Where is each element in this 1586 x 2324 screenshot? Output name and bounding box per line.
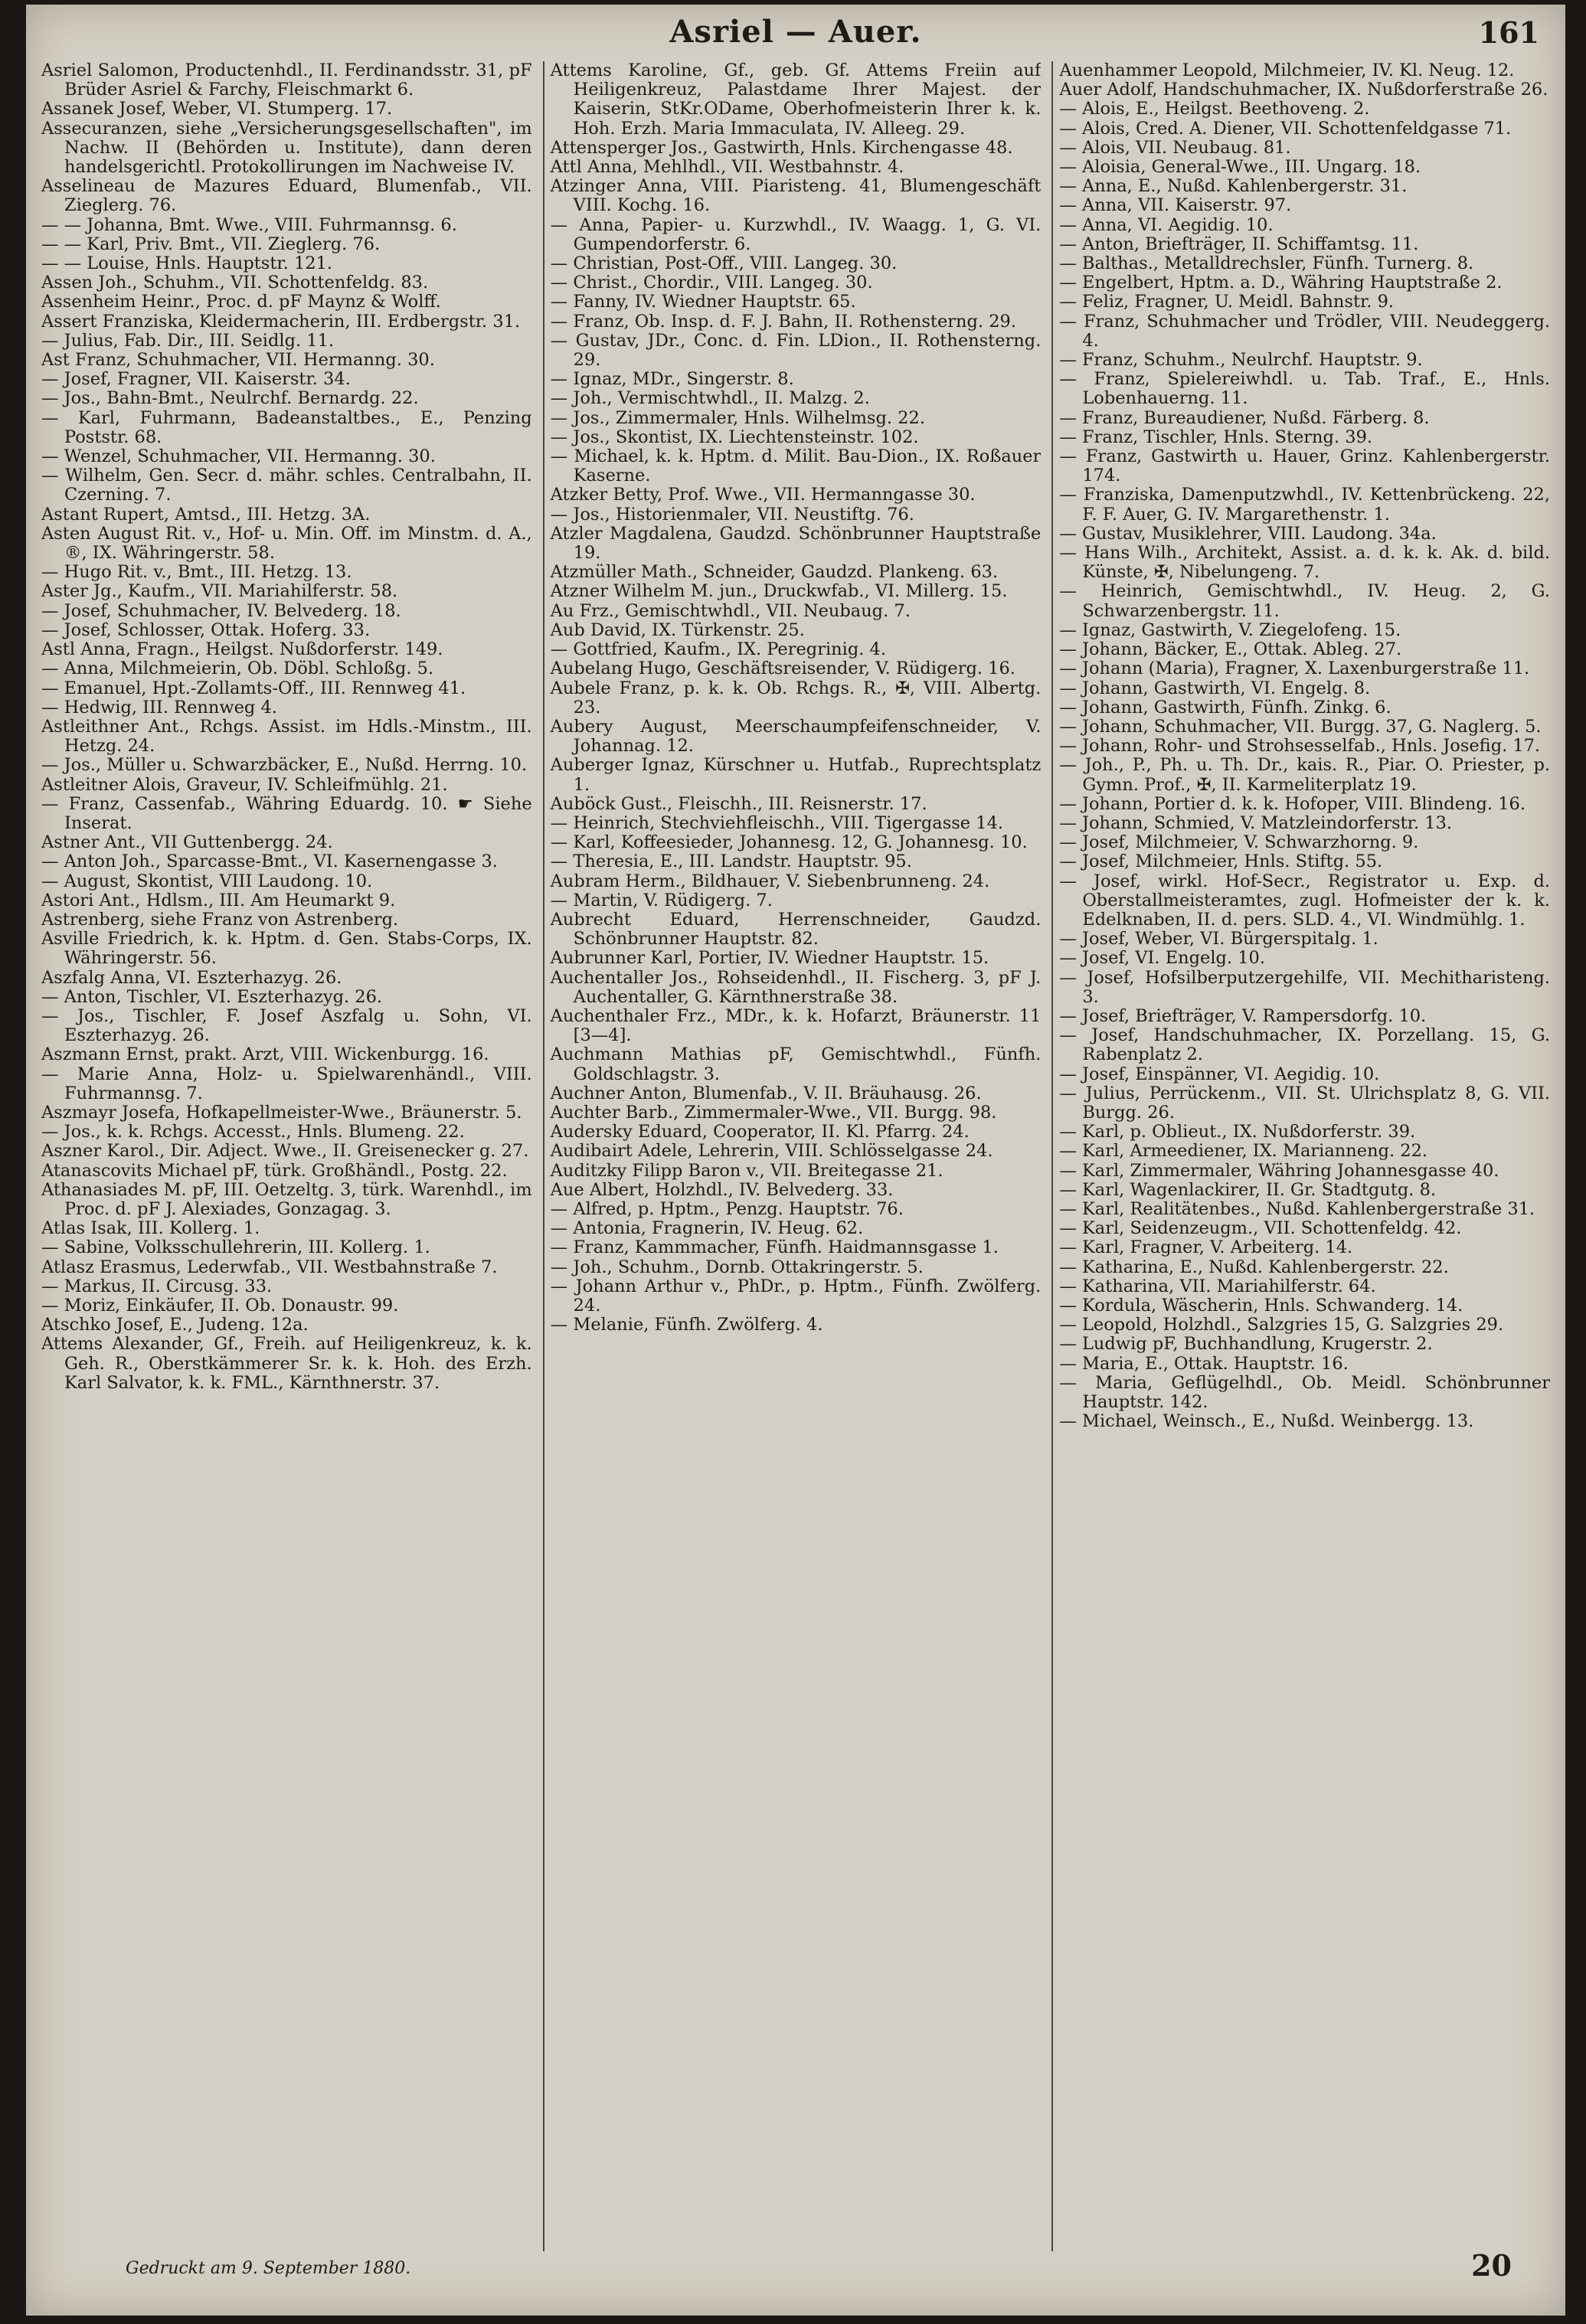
directory-entry: Auchner Anton, Blumenfab., V. II. Bräuhausg. 26.: [550, 1083, 982, 1103]
page-header: [26, 5, 1565, 51]
directory-entry: Aubram Herm., Bildhauer, V. Siebenbrunneng. 24.: [550, 871, 990, 891]
directory-entry: — Jos., Skontist, IX. Liechtensteinstr. 102.: [550, 427, 919, 447]
directory-entry: — Alois, Cred. A. Diener, VII. Schottenfeldgasse 71.: [1059, 118, 1512, 139]
directory-entry: — Franz, Cassenfab., Währing Eduardg. 10. ☛ Siehe Inserat.: [41, 793, 532, 833]
directory-entry: Auditzky Filipp Baron v., VII. Breitegasse 21.: [550, 1160, 943, 1181]
directory-entry: — Feliz, Fragner, U. Meidl. Bahnstr. 9.: [1059, 292, 1395, 312]
directory-entry: — Gustav, Musiklehrer, VIII. Laudong. 34a.: [1059, 523, 1437, 544]
directory-entry: Auchmann Mathias pF, Gemischtwhdl., Fünfh. Goldschlagstr. 3.: [550, 1044, 1042, 1084]
directory-entry: Astleitner Alois, Graveur, IV. Schleifmühlg. 21.: [41, 774, 448, 795]
directory-entry: — Karl, Koffeesieder, Johannesg. 12, G. Johannesg. 10.: [550, 832, 1028, 853]
directory-entry: Attems Karoline, Gf., geb. Gf. Attems Freiin auf Heiligenkreuz, Palastdame Ihrer Majest. der Kaiserin, StKr.ODame, Oberhofmeisterin Ihrer k. k. Hoh. Erzh. Maria Immaculata, IV. Alleeg. 29.: [550, 61, 1042, 139]
directory-entry: — Balthas., Metalldrechsler, Fünfh. Turnerg. 8.: [1059, 253, 1474, 274]
directory-entry: Aubelang Hugo, Geschäftsreisender, V. Rüdigerg. 16.: [550, 659, 1015, 679]
directory-entry: Aubrunner Karl, Portier, IV. Wiedner Hauptstr. 15.: [550, 948, 989, 969]
directory-entry: — Karl, Fuhrmann, Badeanstaltbes., E., Penzing Poststr. 68.: [41, 407, 532, 447]
directory-entry: — Josef, Einspänner, VI. Aegidig. 10.: [1059, 1064, 1380, 1084]
directory-entry: Aster Jg., Kaufm., VII. Mariahilferstr. 58.: [41, 581, 398, 602]
directory-entry: — Johann, Rohr- und Strohsesselfab., Hnls. Josefig. 17.: [1059, 736, 1541, 757]
directory-entry: Atzinger Anna, VIII. Piaristeng. 41, Blumengeschäft VIII. Kochg. 16.: [550, 176, 1042, 216]
print-date-note: Gedruckt am 9. September 1880.: [126, 2259, 411, 2278]
directory-entry: — Karl, p. Oblieut., IX. Nußdorferstr. 39.: [1059, 1122, 1416, 1142]
directory-entry: — Anna, Papier- u. Kurzwhdl., IV. Waagg. 1, G. VI. Gumpendorferstr. 6.: [550, 214, 1042, 254]
directory-entry: — Josef, Hofsilberputzergehilfe, VII. Mechitharisteng. 3.: [1059, 967, 1551, 1007]
directory-entry: Auchter Barb., Zimmermaler-Wwe., VII. Burgg. 98.: [550, 1102, 997, 1123]
running-head: Asriel — Auer.: [669, 14, 922, 50]
directory-entry: Aszfalg Anna, VI. Eszterhazyg. 26.: [41, 967, 342, 988]
directory-page: [26, 5, 1565, 2316]
directory-entry: — Michael, k. k. Hptm. d. Milit. Bau-Dion., IX. Roßauer Kaserne.: [550, 446, 1042, 486]
directory-entry: — Johann, Bäcker, E., Ottak. Ableg. 27.: [1059, 639, 1402, 660]
directory-entry: Astleithner Ant., Rchgs. Assist. im Hdls.-Minstm., III. Hetzg. 24.: [41, 716, 532, 757]
directory-entry: — Joh., Vermischtwhdl., II. Malzg. 2.: [550, 388, 870, 409]
directory-entry: Aubery August, Meerschaumpfeifenschneider, V. Johannag. 12.: [550, 716, 1042, 757]
directory-entry: Auenhammer Leopold, Milchmeier, IV. Kl. Neug. 12.: [1059, 61, 1515, 80]
directory-entry: Aubrecht Eduard, Herrenschneider, Gaudzd. Schönbrunner Hauptstr. 82.: [550, 909, 1042, 950]
directory-entry: — Karl, Zimmermaler, Währing Johannesgasse 40.: [1059, 1160, 1499, 1181]
directory-entry: — Karl, Armeediener, IX. Marianneng. 22.: [1059, 1141, 1428, 1162]
directory-entry: — Ignaz, MDr., Singerstr. 8.: [550, 369, 794, 390]
directory-entry: Aszmayr Josefa, Hofkapellmeister-Wwe., Bräunerstr. 5.: [41, 1102, 522, 1123]
directory-entry: — Anna, VI. Aegidig. 10.: [1059, 214, 1274, 235]
directory-entry: Assecuranzen, siehe „Versicherungsgesellschaften", im Nachw. II (Behörden u. Institute), dann deren handelsgerichtl. Protokollirungen im Nachweise IV.: [41, 118, 532, 178]
directory-entry: — Franz, Tischler, Hnls. Sterng. 39.: [1059, 427, 1373, 447]
directory-entry: Auberger Ignaz, Kürschner u. Hutfab., Ruprechtsplatz 1.: [550, 755, 1042, 795]
directory-entry: — Kordula, Wäscherin, Hnls. Schwanderg. 14.: [1059, 1296, 1463, 1316]
directory-entry: Attensperger Jos., Gastwirth, Hnls. Kirchengasse 48.: [550, 137, 1013, 158]
directory-entry: — Franz, Gastwirth u. Hauer, Grinz. Kahlenbergerstr. 174.: [1059, 446, 1551, 486]
directory-entry: — Anton, Briefträger, II. Schiffamtsg. 11.: [1059, 234, 1419, 254]
directory-entry: Atzner Wilhelm M. jun., Druckwfab., VI. Millerg. 15.: [550, 581, 1008, 602]
directory-entry: — Alois, E., Heilgst. Beethoveng. 2.: [1059, 99, 1370, 119]
directory-entry: Auchenthaler Frz., MDr., k. k. Hofarzt, Bräunerstr. 11 [3—4].: [550, 1005, 1042, 1046]
directory-entry: — Johann (Maria), Fragner, X. Laxenburgerstraße 11.: [1059, 659, 1530, 679]
directory-entry: Aszner Karol., Dir. Adject. Wwe., II. Greisenecker g. 27.: [41, 1141, 529, 1162]
directory-entry: — — Johanna, Bmt. Wwe., VIII. Fuhrmannsg. 6.: [41, 214, 457, 235]
directory-entry: — Josef, Schlosser, Ottak. Hoferg. 33.: [41, 619, 371, 640]
directory-entry: — Christian, Post-Off., VIII. Langeg. 30.: [550, 253, 898, 274]
directory-entry: Auer Adolf, Handschuhmacher, IX. Nußdorferstraße 26.: [1059, 80, 1548, 100]
directory-entry: — Josef, Milchmeier, V. Schwarzhorng. 9.: [1059, 832, 1419, 853]
directory-entry: Astant Rupert, Amtsd., III. Hetzg. 3A.: [41, 504, 371, 525]
directory-entry: Asriel Salomon, Productenhdl., II. Ferdinandsstr. 31, pF Brüder Asriel & Farchy, Fleischmarkt 6.: [41, 61, 532, 100]
directory-entry: — Jos., Tischler, F. Josef Aszfalg u. Sohn, VI. Eszterhazyg. 26.: [41, 1005, 532, 1046]
directory-entry: Astner Ant., VII Guttenbergg. 24.: [41, 832, 333, 853]
directory-entry: — Karl, Wagenlackirer, II. Gr. Stadtgutg. 8.: [1059, 1179, 1437, 1200]
directory-entry: Attl Anna, Mehlhdl., VII. Westbahnstr. 4.: [550, 157, 904, 178]
directory-entry: Assert Franziska, Kleidermacherin, III. Erdbergstr. 31.: [41, 311, 521, 332]
directory-entry: Audersky Eduard, Cooperator, II. Kl. Pfarrg. 24.: [550, 1122, 970, 1142]
directory-entry: — Maria, Geflügelhdl., Ob. Meidl. Schönbrunner Hauptstr. 142.: [1059, 1372, 1551, 1413]
directory-entry: — Karl, Seidenzeugm., VII. Schottenfeldg. 42.: [1059, 1218, 1462, 1239]
directory-entry: — Josef, wirkl. Hof-Secr., Registrator u. Exp. d. Oberstallmeisteramtes, zugl. Hofmeister der k. k. Edelknaben, II. d. pers. SLD. 4., VI. Windmühlg. 1.: [1059, 871, 1551, 930]
directory-entry: Assanek Josef, Weber, VI. Stumperg. 17.: [41, 99, 393, 119]
directory-entry: Assen Joh., Schuhm., VII. Schottenfeldg. 83.: [41, 273, 429, 293]
directory-entry: — Jos., Zimmermaler, Hnls. Wilhelmsg. 22.: [550, 407, 925, 428]
directory-entry: — Joh., P., Ph. u. Th. Dr., kais. R., Piar. O. Priester, p. Gymn. Prof., ✠, II. Karmeliterplatz 19.: [1059, 755, 1551, 795]
directory-entry: — Hugo Rit. v., Bmt., III. Hetzg. 13.: [41, 562, 352, 583]
directory-entry: — Johann Arthur v., PhDr., p. Hptm., Fünfh. Zwölferg. 24.: [550, 1276, 1042, 1316]
directory-entry: — Franz, Spielereiwhdl. u. Tab. Traf., E., Hnls. Lobenhauerng. 11.: [1059, 369, 1551, 409]
directory-entry: — Anton Joh., Sparcasse-Bmt., VI. Kasernengasse 3.: [41, 851, 498, 872]
directory-entry: — Jos., Bahn-Bmt., Neulrchf. Bernardg. 22.: [41, 388, 419, 409]
directory-entry: — Ludwig pF, Buchhandlung, Krugerstr. 2.: [1059, 1334, 1433, 1355]
directory-entry: — Jos., Müller u. Schwarzbäcker, E., Nußd. Herrng. 10.: [41, 755, 528, 776]
directory-entry: — Johann, Schmied, V. Matzleindorferstr. 13.: [1059, 812, 1453, 833]
column-right: [1051, 61, 1550, 2251]
directory-entry: — — Karl, Priv. Bmt., VII. Zieglerg. 76.: [41, 234, 381, 254]
directory-entry: Atlas Isak, III. Kollerg. 1.: [41, 1218, 260, 1239]
directory-entry: — Michael, Weinsch., E., Nußd. Weinbergg. 13.: [1059, 1411, 1474, 1432]
directory-entry: Auböck Gust., Fleischh., III. Reisnerstr. 17.: [550, 793, 927, 814]
directory-entry: — Emanuel, Hpt.-Zollamts-Off., III. Rennweg 41.: [41, 678, 466, 698]
directory-entry: — Maria, E., Ottak. Hauptstr. 16.: [1059, 1353, 1349, 1374]
directory-entry: Aszmann Ernst, prakt. Arzt, VIII. Wickenburgg. 16.: [41, 1044, 489, 1065]
directory-entry: Atzker Betty, Prof. Wwe., VII. Hermanngasse 30.: [550, 485, 976, 505]
directory-entry: Athanasiades M. pF, III. Oetzeltg. 3, türk. Warenhdl., im Proc. d. pF J. Alexiades, Gonzagag. 3.: [41, 1179, 532, 1219]
directory-columns: [41, 61, 1550, 2251]
directory-entry: — Melanie, Fünfh. Zwölferg. 4.: [550, 1315, 823, 1335]
directory-entry: — Josef, Handschuhmacher, IX. Porzellang. 15, G. Rabenplatz 2.: [1059, 1025, 1551, 1065]
directory-entry: — Johann, Schuhmacher, VII. Burgg. 37, G. Naglerg. 5.: [1059, 716, 1542, 737]
directory-entry: Aubele Franz, p. k. k. Ob. Rchgs. R., ✠, VIII. Albertg. 23.: [550, 678, 1042, 717]
directory-entry: Aue Albert, Holzhdl., IV. Belvederg. 33.: [550, 1179, 894, 1200]
directory-entry: — Leopold, Holzhdl., Salzgries 15, G. Salzgries 29.: [1059, 1315, 1504, 1335]
directory-entry: Atschko Josef, E., Judeng. 12a.: [41, 1315, 309, 1335]
directory-entry: — Heinrich, Gemischtwhdl., IV. Heug. 2, G. Schwarzenbergstr. 11.: [1059, 581, 1551, 621]
directory-entry: — Aloisia, General-Wwe., III. Ungarg. 18.: [1059, 157, 1421, 178]
directory-entry: — Hans Wilh., Architekt, Assist. a. d. k. k. Ak. d. bild. Künste, ✠, Nibelungeng. 7.: [1059, 543, 1551, 583]
directory-entry: — Julius, Perrückenm., VII. St. Ulrichsplatz 8, G. VII. Burgg. 26.: [1059, 1083, 1551, 1123]
directory-entry: — Moriz, Einkäufer, II. Ob. Donaustr. 99.: [41, 1296, 399, 1316]
directory-entry: — Sabine, Volksschullehrerin, III. Kollerg. 1.: [41, 1237, 430, 1258]
directory-entry: — Fanny, IV. Wiedner Hauptstr. 65.: [550, 292, 856, 312]
sheet-number: 20: [1471, 2248, 1512, 2283]
directory-entry: — Julius, Fab. Dir., III. Seidlg. 11.: [41, 330, 335, 351]
directory-entry: — Wenzel, Schuhmacher, VII. Hermanng. 30.: [41, 446, 436, 467]
directory-entry: — Franz, Ob. Insp. d. F. J. Bahn, II. Rothensterng. 29.: [550, 311, 1017, 332]
directory-entry: — Josef, Fragner, VII. Kaiserstr. 34.: [41, 369, 351, 390]
directory-entry: — Antonia, Fragnerin, IV. Heug. 62.: [550, 1218, 864, 1239]
directory-entry: — Ignaz, Gastwirth, V. Ziegelofeng. 15.: [1059, 619, 1401, 640]
directory-entry: — Josef, Weber, VI. Bürgerspitalg. 1.: [1059, 929, 1378, 950]
directory-entry: Atzler Magdalena, Gaudzd. Schönbrunner Hauptstraße 19.: [550, 523, 1042, 564]
directory-entry: Atzmüller Math., Schneider, Gaudzd. Plankeng. 63.: [550, 562, 999, 583]
directory-entry: — Anton, Tischler, VI. Eszterhazyg. 26.: [41, 986, 383, 1007]
directory-entry: — Wilhelm, Gen. Secr. d. mähr. schles. Centralbahn, II. Czerning. 7.: [41, 466, 532, 505]
directory-entry: Audibairt Adele, Lehrerin, VIII. Schlösselgasse 24.: [550, 1141, 993, 1162]
directory-entry: — Josef, Milchmeier, Hnls. Stiftg. 55.: [1059, 851, 1383, 872]
directory-entry: — Anna, E., Nußd. Kahlenbergerstr. 31.: [1059, 176, 1408, 197]
directory-entry: Attems Alexander, Gf., Freih. auf Heiligenkreuz, k. k. Geh. R., Oberstkämmerer Sr. k. k. Hoh. des Erzh. Karl Salvator, k. k. FML., Kärnthnerstr. 37.: [41, 1334, 532, 1393]
directory-entry: — Josef, Schuhmacher, IV. Belvederg. 18.: [41, 600, 401, 621]
directory-entry: Atanascovits Michael pF, türk. Großhändl., Postg. 22.: [41, 1160, 508, 1181]
directory-entry: — Franziska, Damenputzwhdl., IV. Kettenbrückeng. 22, F. F. Auer, G. IV. Margarethenstr. 1.: [1059, 485, 1551, 525]
directory-entry: — Alois, VII. Neubaug. 81.: [1059, 137, 1291, 158]
directory-entry: — Franz, Bureaudiener, Nußd. Färberg. 8.: [1059, 407, 1430, 428]
directory-entry: Astrenberg, siehe Franz von Astrenberg.: [41, 909, 399, 930]
directory-entry: — August, Skontist, VIII Laudong. 10.: [41, 871, 373, 891]
page-number: 161: [1478, 15, 1539, 50]
directory-entry: Astori Ant., Hdlsm., III. Am Heumarkt 9.: [41, 890, 396, 910]
directory-entry: Astl Anna, Fragn., Heilgst. Nußdorferstr. 149.: [41, 639, 443, 660]
directory-entry: — Christ., Chordir., VIII. Langeg. 30.: [550, 273, 873, 293]
directory-entry: — Martin, V. Rüdigerg. 7.: [550, 890, 773, 910]
directory-entry: — Franz, Kammmacher, Fünfh. Haidmannsgasse 1.: [550, 1237, 999, 1258]
directory-entry: Asten August Rit. v., Hof- u. Min. Off. im Minstm. d. A., ®, IX. Währingerstr. 58.: [41, 523, 532, 564]
directory-entry: — Josef, Briefträger, V. Rampersdorfg. 10.: [1059, 1005, 1427, 1026]
directory-entry: — Engelbert, Hptm. a. D., Währing Hauptstraße 2.: [1059, 273, 1503, 293]
directory-entry: — Hedwig, III. Rennweg 4.: [41, 697, 277, 717]
directory-entry: Asville Friedrich, k. k. Hptm. d. Gen. Stabs-Corps, IX. Währingerstr. 56.: [41, 929, 532, 969]
directory-entry: — Johann, Gastwirth, VI. Engelg. 8.: [1059, 678, 1371, 698]
directory-entry: — Gustav, JDr., Conc. d. Fin. LDion., II. Rothensterng. 29.: [550, 330, 1042, 371]
directory-entry: Aub David, IX. Türkenstr. 25.: [550, 619, 805, 640]
directory-entry: — Gottfried, Kaufm., IX. Peregrinig. 4.: [550, 639, 887, 660]
column-left: [41, 61, 532, 2251]
directory-entry: — Jos., k. k. Rchgs. Accesst., Hnls. Blumeng. 22.: [41, 1122, 465, 1142]
directory-entry: — Theresia, E., III. Landstr. Hauptstr. 95.: [550, 851, 912, 872]
directory-entry: — Karl, Realitätenbes., Nußd. Kahlenbergerstraße 31.: [1059, 1198, 1535, 1219]
directory-entry: — Heinrich, Stechviehfleischh., VIII. Tigergasse 14.: [550, 812, 1004, 833]
page-footer: [26, 2248, 1565, 2294]
directory-entry: — Katharina, VII. Mariahilferstr. 64.: [1059, 1276, 1376, 1296]
directory-entry: — — Louise, Hnls. Hauptstr. 121.: [41, 253, 333, 274]
directory-entry: Assenheim Heinr., Proc. d. pF Maynz & Wolff.: [41, 292, 441, 312]
directory-entry: — Anna, Milchmeierin, Ob. Döbl. Schloßg. 5.: [41, 659, 434, 679]
directory-entry: — Jos., Historienmaler, VII. Neustiftg. 76.: [550, 504, 914, 525]
directory-entry: Auchentaller Jos., Rohseidenhdl., II. Fischerg. 3, pF J. Auchentaller, G. Kärnthnerstraße 38.: [550, 967, 1042, 1007]
directory-entry: Ast Franz, Schuhmacher, VII. Hermanng. 30.: [41, 350, 435, 371]
directory-entry: Au Frz., Gemischtwhdl., VII. Neubaug. 7.: [550, 600, 911, 621]
directory-entry: — Josef, VI. Engelg. 10.: [1059, 948, 1266, 969]
column-middle: [543, 61, 1042, 2251]
directory-entry: — Katharina, E., Nußd. Kahlenbergerstr. 22.: [1059, 1257, 1449, 1277]
directory-entry: — Franz, Schuhm., Neulrchf. Hauptstr. 9.: [1059, 350, 1423, 371]
directory-entry: — Alfred, p. Hptm., Penzg. Hauptstr. 76.: [550, 1198, 904, 1219]
directory-entry: — Marie Anna, Holz- u. Spielwarenhändl., VIII. Fuhrmannsg. 7.: [41, 1064, 532, 1103]
directory-entry: — Joh., Schuhm., Dornb. Ottakringerstr. 5.: [550, 1257, 924, 1277]
directory-entry: — Markus, II. Circusg. 33.: [41, 1276, 273, 1296]
directory-entry: — Johann, Gastwirth, Fünfh. Zinkg. 6.: [1059, 697, 1391, 717]
directory-entry: — Karl, Fragner, V. Arbeiterg. 14.: [1059, 1237, 1353, 1258]
directory-entry: — Anna, VII. Kaiserstr. 97.: [1059, 195, 1292, 216]
directory-entry: — Franz, Schuhmacher und Trödler, VIII. Neudeggerg. 4.: [1059, 311, 1551, 351]
directory-entry: — Johann, Portier d. k. k. Hofoper, VIII. Blindeng. 16.: [1059, 793, 1526, 814]
directory-entry: Asselineau de Mazures Eduard, Blumenfab., VII. Zieglerg. 76.: [41, 176, 532, 216]
directory-entry: Atlasz Erasmus, Lederwfab., VII. Westbahnstraße 7.: [41, 1257, 498, 1277]
